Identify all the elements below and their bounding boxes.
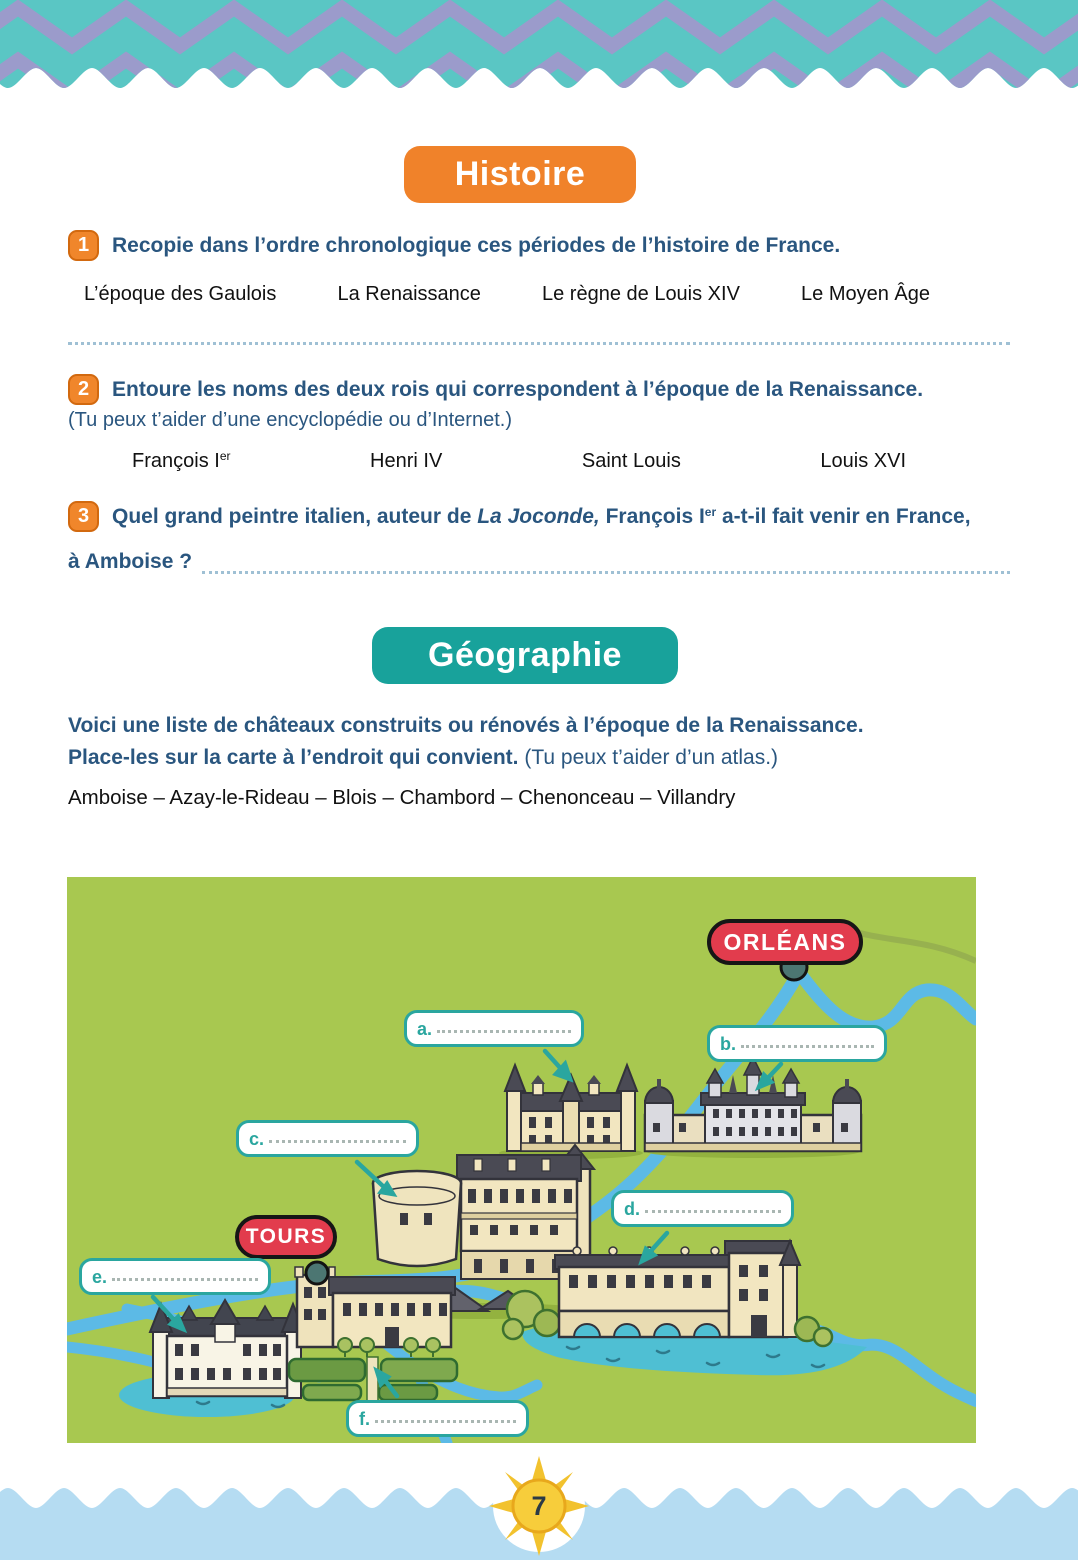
geo-intro-line2: Place-les sur la carte à l’endroit qui convient. (Tu peux t’aider d’un atlas.) xyxy=(68,746,779,769)
answer-line-q1[interactable] xyxy=(68,330,1010,345)
label-blank-f[interactable] xyxy=(375,1410,516,1423)
label-letter-b: b. xyxy=(720,1033,736,1054)
label-box-c[interactable] xyxy=(236,1120,419,1157)
question-3 xyxy=(68,501,971,532)
label-letter-d: d. xyxy=(624,1198,640,1219)
label-letter-a: a. xyxy=(417,1018,433,1039)
histoire-section-title: Histoire xyxy=(454,155,586,193)
answer-line-q3[interactable] xyxy=(202,551,1010,574)
king-option[interactable]: Henri IV xyxy=(370,450,443,472)
question-1-text: Recopie dans l’ordre chronologique ces périodes de l’histoire de France. xyxy=(112,233,841,257)
question-2 xyxy=(68,374,923,405)
loire-valley-map xyxy=(67,877,976,1443)
header-wave-banner xyxy=(0,0,1078,100)
page-number: 7 xyxy=(531,1491,547,1521)
label-letter-c: c. xyxy=(249,1128,265,1149)
question-2-options xyxy=(132,449,906,473)
king-option[interactable]: Louis XVI xyxy=(820,450,906,472)
chateau-illustration-f xyxy=(289,1267,457,1401)
question-2-text: Entoure les noms des deux rois qui correspondent à l’époque de la Renaissance. xyxy=(112,377,924,401)
period-option: La Renaissance xyxy=(337,283,481,305)
period-option: L’époque des Gaulois xyxy=(84,283,277,305)
chateau-list: Amboise – Azay-le-Rideau – Blois – Chambord – Chenonceau – Villandry xyxy=(68,786,736,809)
label-blank-e[interactable] xyxy=(112,1268,258,1281)
histoire-section-badge xyxy=(404,146,636,203)
label-box-e[interactable] xyxy=(79,1258,271,1295)
question-2-number-badge: 2 xyxy=(68,374,99,405)
geographie-section-badge xyxy=(372,627,678,684)
tours-city-label: TOURS xyxy=(235,1215,337,1259)
geo-intro-hint: (Tu peux t’aider d’un atlas.) xyxy=(518,746,779,769)
footer-wave-banner xyxy=(0,1448,1078,1560)
king-option[interactable]: Saint Louis xyxy=(581,450,681,472)
label-box-d[interactable] xyxy=(611,1190,794,1227)
label-blank-c[interactable] xyxy=(269,1130,406,1143)
question-3-text: Quel grand peintre italien, auteur de La Joconde, François Ier a-t-il fait venir en France, xyxy=(112,504,971,528)
geographie-section-title: Géographie xyxy=(428,636,622,674)
question-1-number-badge: 1 xyxy=(68,230,99,261)
label-blank-b[interactable] xyxy=(741,1035,874,1048)
label-letter-f: f. xyxy=(359,1408,370,1429)
label-box-a[interactable] xyxy=(404,1010,584,1047)
question-3-line2-text: à Amboise ? xyxy=(68,550,193,573)
question-3-number-badge: 3 xyxy=(68,501,99,532)
question-1 xyxy=(68,230,840,261)
question-1-options xyxy=(68,283,1010,306)
geo-intro-line1: Voici une liste de châteaux construits ou rénovés à l’époque de la Renaissance. xyxy=(68,714,864,737)
label-box-b[interactable] xyxy=(707,1025,887,1062)
label-letter-e: e. xyxy=(92,1266,108,1287)
question-3-line2 xyxy=(68,544,1010,574)
label-blank-a[interactable] xyxy=(437,1020,571,1033)
label-box-f[interactable] xyxy=(346,1400,529,1437)
period-option: Le règne de Louis XIV xyxy=(542,283,740,305)
question-2-hint: (Tu peux t’aider d’une encyclopédie ou d’Internet.) xyxy=(68,409,512,431)
label-blank-d[interactable] xyxy=(645,1200,781,1213)
tours-map-dot xyxy=(306,1262,328,1284)
king-option[interactable]: François Ier xyxy=(132,449,231,472)
orleans-city-label: ORLÉANS xyxy=(707,919,863,965)
period-option: Le Moyen Âge xyxy=(801,283,930,305)
